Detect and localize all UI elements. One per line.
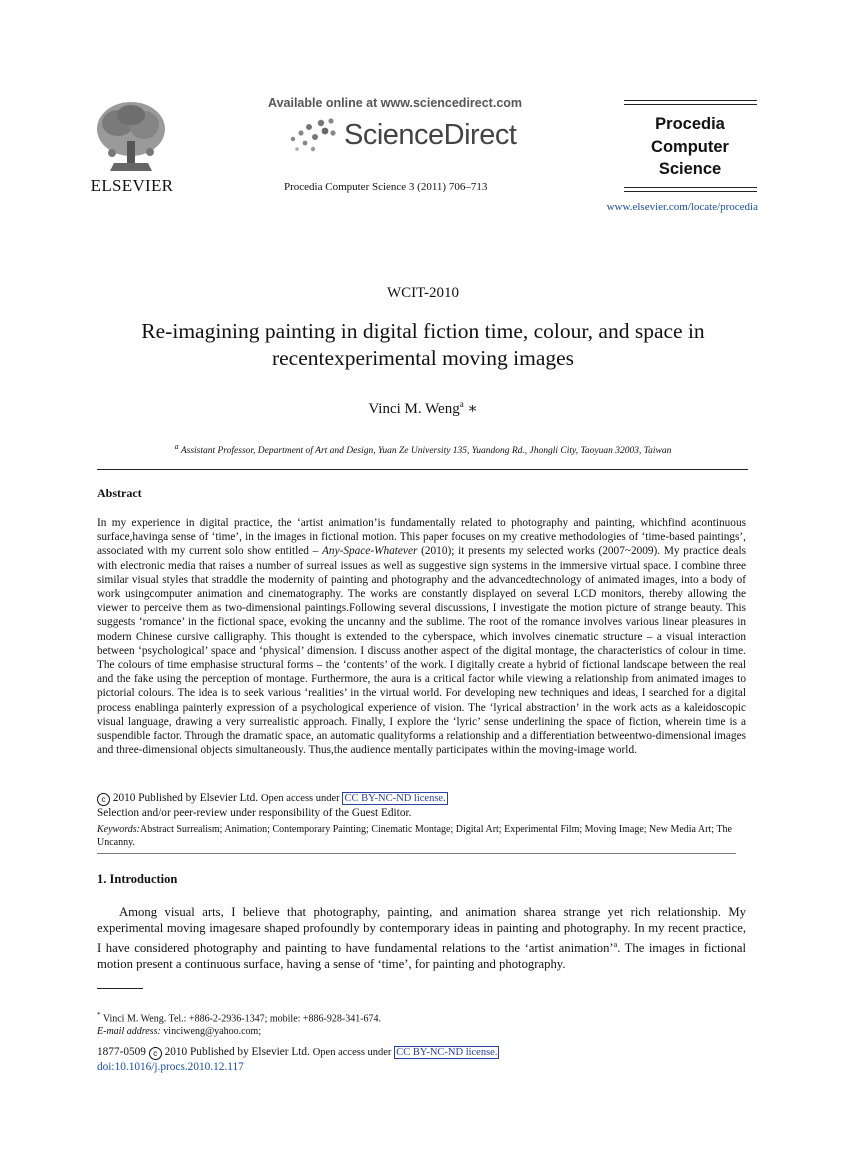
journal-url-link[interactable]: www.elsevier.com/locate/procedia <box>606 201 758 213</box>
corresponding-mark: ∗ <box>467 401 478 417</box>
paper-title <box>100 318 746 372</box>
divider <box>97 469 748 470</box>
journal-title-line: Procedia <box>655 115 725 133</box>
section-heading: 1. Introduction <box>97 872 178 886</box>
author-affil-mark: a <box>459 399 464 409</box>
title-box-rule <box>624 191 757 192</box>
open-access-text: Open access under <box>312 1047 392 1058</box>
affiliation-text: Assistant Professor, Department of Art and Design, Yuan Ze University 135, Yuandong Rd., Jhongli City, Taoyuan 32003, Taiwan <box>180 446 672 457</box>
email-label: E-mail address: <box>97 1025 161 1037</box>
divider <box>97 853 736 854</box>
title-box-rule <box>624 104 757 105</box>
license-link[interactable]: CC BY-NC-ND license. <box>344 793 446 804</box>
issn: 1877-0509 <box>97 1046 146 1058</box>
intro-paragraph <box>97 905 746 972</box>
paper-title-line: Re-imagining painting in digital fiction time, colour, and space in <box>141 319 705 343</box>
abstract-heading: Abstract <box>97 486 142 500</box>
copyright-text: 2010 Published by Elsevier Ltd. <box>112 792 259 804</box>
author-name: Vinci M. Weng <box>368 401 460 417</box>
keywords-list: Abstract Surrealism; Animation; Contemporary Painting; Cinematic Montage; Digital Art; Experimental Film; Moving Image; New Media Art; The Uncanny. <box>97 824 732 848</box>
copyright-icon: c <box>97 793 110 806</box>
copyright-text: 2010 Published by Elsevier Ltd. <box>164 1046 310 1058</box>
journal-title-line: Science <box>658 160 722 178</box>
footnote-rule <box>97 988 143 989</box>
journal-reference: Procedia Computer Science 3 (2011) 706–713 <box>284 181 488 193</box>
abstract-text-part: (2010); it presents my selected works (2007~2009). My practice deals with electronic media that raises a number of surreal issues as well as suggestive sign systems in the immersive virtual space. I combine three similar visual styles that straddle the modernity of painting and photography and the advancedtechnology of animated images, into a body of work usingcomputer animation and cinematography. The works are constantly displayed on several LCD monitors, thereby allowing the viewer to perceive them as two-dimensional paintings.Following several discussions, I investigate the motion picture of strange beauty. This suggests ‘romance’ in the fictional space, evoking the uncanny and the sublime. The root of the romance involves various linear pleasures in modern Chinese cursive calligraphy. This thought is extended to the cyberspace, which involves cinematic structure – a visual interaction between ‘psychological’ space and ‘physical’ dimension. I discuss another aspect of the digital montage, the characteristics of colour in time. The colours of time emphasise structural forms – the ‘contents’ of the work. I digitally create a hybrid of fictional landscape between the real and the fake using the perception of montage. Furthermore, the aura is a critical factor while viewing a relationship from animated images to pictorial colours. The idea is to seek various ‘realities’ in the virtual world. For developing new techniques and ideas, I searched for a digital process enablinga painterly expression of a psychological experience of vision. The ‘lyrical abstraction’ in the work acts as a kaleidoscopic visual language, drawing a very surrealistic approach. Finally, I explore the ‘lyric’ sense underlining the space of fiction, wherein time is a suspendible factor. Through the dramatic space, an automatic qualityforms a relationship and a differentiation betweentwo-dimensional images and three-dimensional objects simultaneously. Thus,the audience mentally participates within the moving-image world. <box>97 545 746 757</box>
copyright-icon: c <box>149 1047 162 1060</box>
footnote <box>97 1009 381 1038</box>
affiliation <box>60 442 786 456</box>
conference-name: WCIT-2010 <box>387 285 459 301</box>
footnote-mark: a <box>613 939 618 949</box>
show-title: Any-Space-Whatever <box>322 545 418 558</box>
title-box-rule <box>624 100 757 101</box>
title-box-rule <box>624 187 757 188</box>
doi-link[interactable]: doi:10.1016/j.procs.2010.12.117 <box>97 1061 244 1073</box>
paper-title-line: recentexperimental moving images <box>271 346 575 370</box>
intro-paragraph-text: . The images in fictional motion present a continuous surface, having a sense of ‘time’, for painting and photography. <box>97 940 746 971</box>
available-online-text: Available online at www.sciencedirect.com <box>268 96 523 110</box>
footnote-contact <box>97 1009 381 1026</box>
license-link[interactable]: CC BY-NC-ND license. <box>396 1047 498 1058</box>
footnote-star: * <box>97 1011 101 1019</box>
abstract-text <box>97 516 746 757</box>
abstract-copyright <box>97 792 448 806</box>
intro-text <box>97 905 746 972</box>
email-address: vinciweng@yahoo.com; <box>163 1025 262 1037</box>
affil-mark: a <box>174 442 179 451</box>
sciencedirect-wordmark: ScienceDirect <box>344 119 517 151</box>
publisher-name: ELSEVIER <box>90 176 174 195</box>
abstract-text-part: In my experience in digital practice, the ‘artist animation’is fundamentally related to photography and painting, whichfind acontinuous surface,havinga sense of ‘time’, in the images in fictional motion. This paper focuses on my creative methodologies of ‘time-based paintings’, associated with my current solo show entitled – <box>97 517 746 558</box>
journal-title <box>624 113 756 181</box>
author-line <box>0 399 846 418</box>
keywords-label: Keywords: <box>97 824 140 835</box>
issn-line <box>97 1046 499 1060</box>
open-access-text: Open access under <box>260 793 340 804</box>
journal-title-line: Computer <box>651 137 729 156</box>
peer-review-note: Selection and/or peer-review under responsibility of the Guest Editor. <box>97 807 412 819</box>
footnote-phone: Vinci M. Weng. Tel.: +886-2-2936-1347; mobile: +886-928-341-674. <box>102 1013 382 1025</box>
footnote-email-line <box>97 1026 381 1039</box>
intro-paragraph-text: Among visual arts, I believe that photography, painting, and animation sharea strange yet rich relationship. My experimental moving imagesare shaped profoundly by contemporary ideas in painting and photography. In my recent practice, I have considered photography and painting to have fundamental relations to the ‘artist animation’ <box>97 905 746 955</box>
keywords <box>97 824 746 849</box>
